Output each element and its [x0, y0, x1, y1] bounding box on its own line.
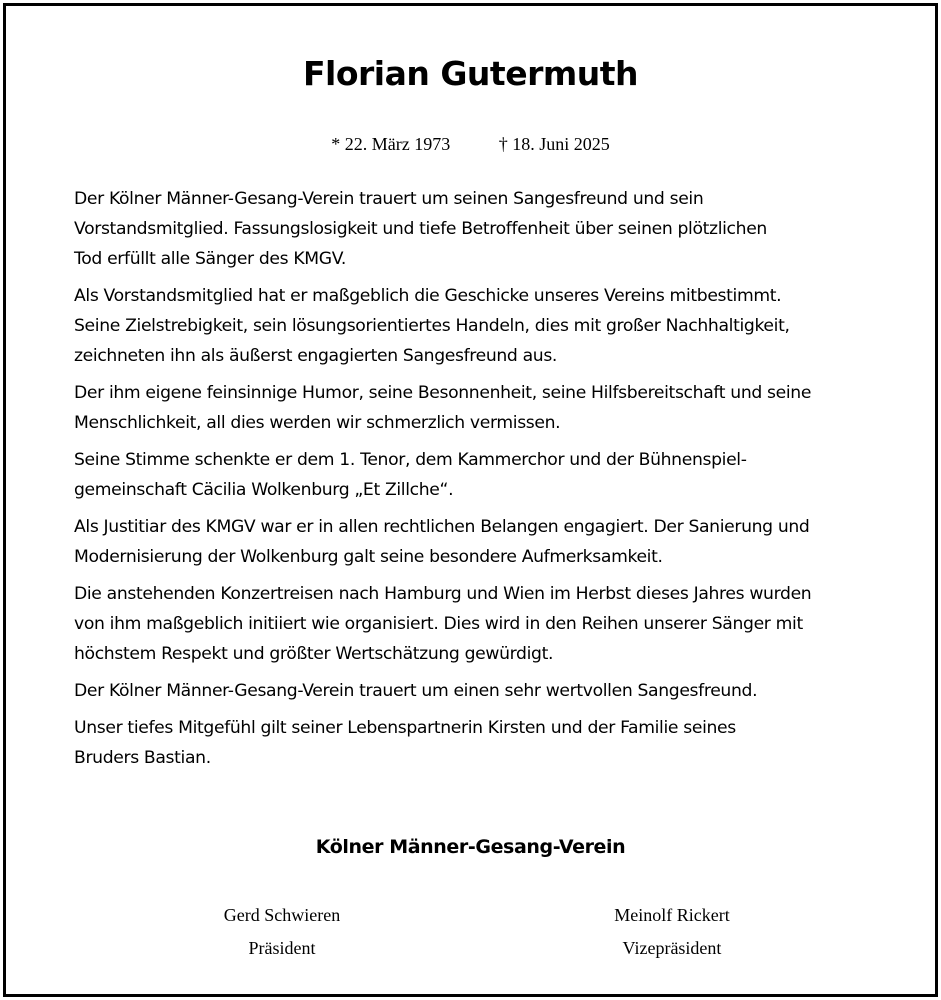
text-line: Als Justitiar des KMGV war er in allen rechtlichen Belangen engagiert. Der Sanierung und: [74, 517, 810, 537]
paragraph: [74, 512, 884, 572]
obituary-frame: [3, 3, 938, 997]
text-line: Als Vorstandsmitglied hat er maßgeblich die Geschicke unseres Vereins mitbestimmt.: [74, 286, 782, 306]
text-line: Tod erfüllt alle Sänger des KMGV.: [74, 249, 347, 269]
organization-name: Kölner Männer-Gesang-Verein: [315, 836, 626, 858]
text-line: Der Kölner Männer-Gesang-Verein trauert um seinen Sangesfreund und sein: [74, 189, 704, 209]
text-line: Unser tiefes Mitgefühl gilt seiner Lebenspartnerin Kirsten und der Familie seines: [74, 718, 736, 738]
text-line: Seine Zielstrebigkeit, sein lösungsorientiertes Handeln, dies mit großer Nachhaltigkeit,: [74, 316, 790, 336]
text-line: Der Kölner Männer-Gesang-Verein trauert um einen sehr wertvollen Sangesfreund.: [74, 681, 758, 701]
paragraph: [74, 281, 884, 371]
signature-vice-president: [542, 899, 802, 965]
text-line: Der ihm eigene feinsinnige Humor, seine Besonnenheit, seine Hilfsbereitschaft und seine: [74, 383, 812, 403]
signatory-name: Meinolf Rickert: [614, 905, 730, 925]
life-dates: [6, 134, 935, 155]
paragraph: [74, 378, 884, 438]
text-line: Die anstehenden Konzertreisen nach Hamburg und Wien im Herbst dieses Jahres wurden: [74, 584, 812, 604]
paragraph: [74, 579, 884, 669]
birth-date: * 22. März 1973: [331, 134, 451, 154]
text-line: Modernisierung der Wolkenburg galt seine besondere Aufmerksamkeit.: [74, 547, 663, 567]
text-line: Menschlichkeit, all dies werden wir schmerzlich vermissen.: [74, 413, 561, 433]
text-line: Vorstandsmitglied. Fassungslosigkeit und tiefe Betroffenheit über seinen plötzlichen: [74, 219, 767, 239]
signatory-role: Präsident: [248, 938, 316, 958]
text-line: von ihm maßgeblich initiiert wie organisiert. Dies wird in den Reihen unserer Sänger mit: [74, 614, 803, 634]
obituary-text: [74, 184, 884, 780]
signatory-name: Gerd Schwieren: [223, 905, 341, 925]
signatory-role: Vizepräsident: [622, 938, 722, 958]
text-line: Seine Stimme schenkte er dem 1. Tenor, dem Kammerchor und der Bühnenspiel-: [74, 450, 747, 470]
text-line: gemeinschaft Cäcilia Wolkenburg „Et Zillche“.: [74, 480, 454, 500]
death-date: † 18. Juni 2025: [498, 134, 610, 154]
text-line: zeichneten ihn als äußerst engagierten Sangesfreund aus.: [74, 346, 558, 366]
text-line: Bruders Bastian.: [74, 748, 211, 768]
deceased-name: Florian Gutermuth: [302, 54, 639, 93]
paragraph: [74, 713, 884, 773]
signature-president: [152, 899, 412, 965]
paragraph: [74, 184, 884, 274]
paragraph: [74, 676, 884, 706]
paragraph: [74, 445, 884, 505]
text-line: höchstem Respekt und größter Wertschätzung gewürdigt.: [74, 644, 554, 664]
